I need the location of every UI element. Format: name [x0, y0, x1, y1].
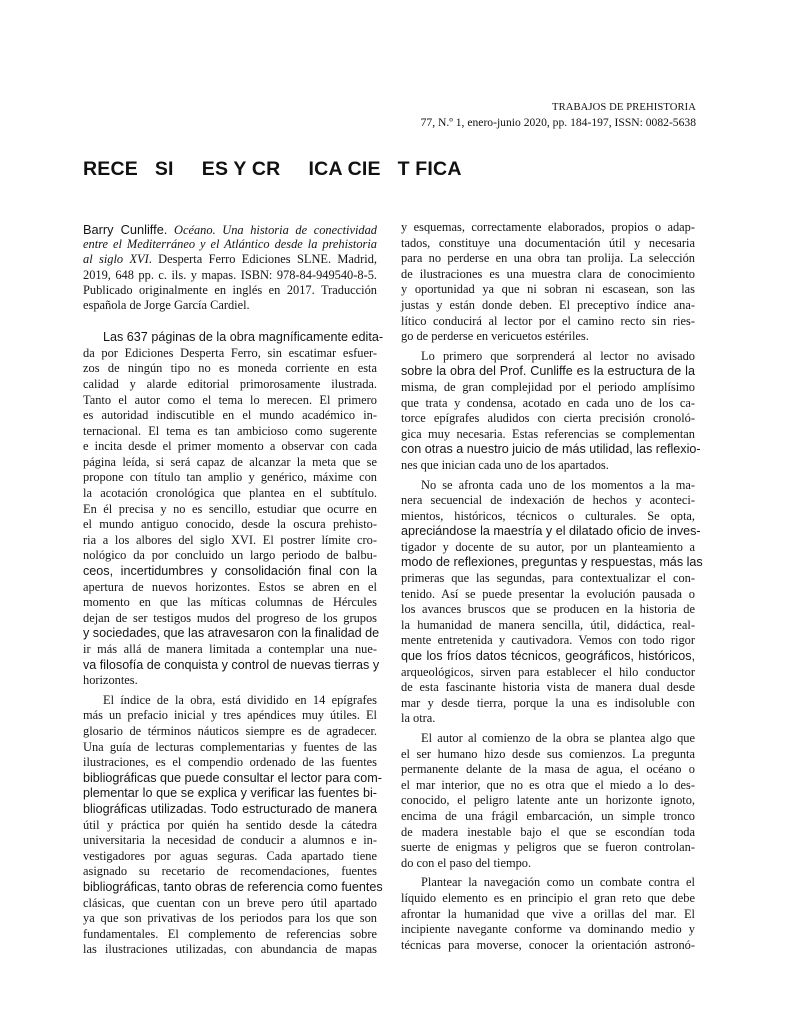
- text-line: es autoridad indiscutible en el mundo académico in-: [83, 408, 377, 423]
- text-line: momento en que las míticas columnas de Hércules: [83, 595, 377, 610]
- text-line: En él precisa y no es sencillo, estudiar que ocurre en: [83, 501, 377, 516]
- text-line: página leída, si será capaz de alcanzar la meta que se: [83, 454, 377, 469]
- reference-title: Océano. Una historia de conectividad: [174, 223, 377, 237]
- paragraph: [83, 330, 384, 689]
- text-line: el mar interior, que no es otra que el miedo a lo des-: [401, 777, 695, 792]
- text-line: suerte de enigmas y peligros que se fueron controlan-: [401, 840, 695, 855]
- text-line: misma, de gran complejidad por el periodo amplísimo: [401, 379, 695, 394]
- text-line: apertura de nuevos horizontes. Estos se abren en el: [83, 579, 377, 594]
- text-line: torce epígrafes aludidos con cierta precisión cronoló-: [401, 411, 695, 426]
- text-line: go de perderse en vericuetos estériles.: [401, 329, 589, 344]
- text-line: el ser humano hizo desde sus comienzos. La pregunta: [401, 746, 695, 761]
- text-line: técnicas para moverse, conocer la orientación astronó-: [401, 937, 695, 952]
- left-body-text: [83, 330, 384, 958]
- text-line: El índice de la obra, está dividido en 14 epígrafes: [103, 692, 377, 707]
- text-line: de madera inestable bajo el que se escondían toda: [401, 824, 695, 839]
- text-line: útil y práctica por quién ha sentido desde la cátedra: [83, 817, 377, 832]
- text-line: la humanidad de manera sencilla, útil, didáctica, real-: [401, 617, 695, 632]
- reference-author: Barry Cunliffe.: [83, 222, 168, 237]
- text-line: mientos, históricos, técnicos o culturales. Se opta,: [401, 508, 695, 523]
- text-line: plementar lo que se explica y verificar las fuentes bi-: [83, 786, 377, 801]
- text-line: ceos, incertidumbres y consolidación final con la: [83, 564, 377, 579]
- paragraph: [401, 348, 701, 474]
- section-title: RECE SI ES Y CR ICA CIE T FICA: [83, 158, 462, 180]
- text-line: calidad y alarde editorial primorosamente ilustrada.: [83, 376, 377, 391]
- text-line: nera secuencial de indexación de hechos y aconteci-: [401, 493, 695, 508]
- paragraph: [401, 477, 703, 728]
- right-body-text: [401, 220, 703, 953]
- text-line: y sociedades, que las atravesaron con la finalidad de: [83, 626, 380, 641]
- journal-name: TRABAJOS DE PREHISTORIA: [552, 102, 696, 113]
- text-line: de esta fascinante historia vista de manera dual desde: [401, 680, 695, 695]
- text-line: más un prefacio inicial y tres apéndices muy útiles. El: [83, 708, 377, 723]
- reference-line: [83, 222, 377, 237]
- text-line: No se afronta cada uno de los momentos a la ma-: [421, 477, 695, 492]
- text-line: que trata y condensa, acotado en cada uno de los ca-: [401, 395, 695, 410]
- reference-line: española de Jorge García Cardiel.: [83, 297, 250, 312]
- text-line: de ilustraciones es una muestra clara de conocimiento: [401, 266, 695, 281]
- text-line: tigador y docente de su autor, por un planteamiento a: [401, 539, 695, 554]
- text-line: horizontes.: [83, 673, 138, 688]
- reference-line: al siglo XVI. Desperta Ferro Ediciones SLNE. Madrid,: [83, 252, 377, 267]
- text-line: incipiente navegante conforme va dominando medio y: [401, 922, 695, 937]
- text-line: asignado su recetario de recomendaciones, fuentes: [83, 864, 377, 879]
- text-line: ternacional. El tema es tan ambicioso como sugerente: [83, 423, 377, 438]
- text-line: apreciándose la maestría y el dilatado oficio de inves-: [401, 524, 701, 539]
- text-line: fundamentales. El complemento de referencias sobre: [83, 926, 377, 941]
- text-line: bibliográficas, tanto obras de referencia como fuentes: [83, 879, 383, 894]
- text-line: vestigadores por aguas seguras. Cada apartado tiene: [83, 848, 377, 863]
- book-reference: [83, 222, 377, 313]
- text-line: conocido, el peligro latente ante un horizonte ignoto,: [401, 793, 695, 808]
- text-line: afrontar la humanidad que vive a orillas del mar. El: [401, 906, 695, 921]
- paragraph: [401, 731, 695, 871]
- paragraph: [401, 220, 695, 345]
- text-line: bibliográficas que puede consultar el lector para com-: [83, 770, 382, 785]
- running-header: [421, 101, 696, 130]
- text-line: nológico da por concluido un largo periodo de balbu-: [83, 548, 377, 563]
- text-line: mar y desde tierra, porque la una es indisoluble con: [401, 695, 695, 710]
- text-line: dejan de ser testigos mudos del progreso de los grupos: [83, 610, 377, 625]
- text-line: Plantear la navegación como un combate contra el: [421, 875, 695, 890]
- text-line: que los fríos datos técnicos, geográficos, históricos,: [401, 649, 695, 664]
- text-line: encima de una frágil embarcación, un simple tronco: [401, 808, 695, 823]
- text-line: ria a los albores del siglo XVI. El postrer límite cro-: [83, 532, 377, 547]
- text-line: con otras a nuestro juicio de más utilidad, las reflexio-: [401, 442, 701, 457]
- text-line: primeras que las segundas, para contextualizar el con-: [401, 571, 695, 586]
- text-line: tados, constituye una documentación útil y necesaria: [401, 235, 695, 250]
- text-line: líquido elemento es en principio el gran reto que debe: [401, 890, 695, 905]
- text-line: permanente delante de la masa de agua, el océano o: [401, 762, 695, 777]
- text-line: bliográficas utilizadas. Todo estructurado de manera: [83, 801, 377, 816]
- text-line: va filosofía de conquista y control de nuevas tierras y: [83, 657, 380, 672]
- text-line: propone con título tan amplio y genérico, máxime con: [83, 470, 377, 485]
- text-line: Las 637 páginas de la obra magníficamente edita-: [103, 330, 384, 345]
- text-line: lítico conducirá al lector por el camino recto sin ries-: [401, 313, 695, 328]
- journal-citation: 77, N.º 1, enero-junio 2020, pp. 184-197, ISSN: 0082-5638: [420, 115, 696, 129]
- text-line: universitaria la necesidad de conducir a alumnos e in-: [83, 833, 377, 848]
- text-line: Tanto el autor como el tema lo merecen. El primero: [83, 392, 377, 407]
- left-column: [83, 222, 384, 958]
- text-line: Lo primero que sorprenderá al lector no avisado: [421, 348, 695, 363]
- text-line: mente entretenida y cautivadora. Vemos con todo rigor: [401, 633, 695, 648]
- text-line: glosario de términos náuticos siempre es de agradecer.: [83, 723, 377, 738]
- text-line: el mundo antiguo conocido, desde la oscura prehisto-: [83, 517, 377, 532]
- reference-line: Publicado originalmente en inglés en 2017. Traducción: [83, 282, 377, 297]
- reference-line: 2019, 648 pp. c. ils. y mapas. ISBN: 978-84-949540-8-5.: [83, 267, 377, 282]
- paragraph: [83, 692, 383, 958]
- reference-line: entre el Mediterráneo y el Atlántico desde la prehistoria: [83, 237, 377, 252]
- paragraph: [401, 875, 695, 953]
- text-line: ilustraciones, es el compendio ordenado de las fuentes: [83, 755, 377, 770]
- text-line: da por Ediciones Desperta Ferro, sin escatimar esfuer-: [83, 345, 377, 360]
- text-line: tenido. Así se puede presentar la evolución pausada o: [401, 586, 695, 601]
- text-line: sobre la obra del Prof. Cunliffe es la estructura de la: [401, 364, 695, 379]
- text-line: Una guía de lecturas complementarias y fuentes de las: [83, 739, 377, 754]
- text-line: la acotación cronológica que plantea en el subtítulo.: [83, 486, 377, 501]
- text-line: clásicas, que cuentan con un breve pero útil apartado: [83, 895, 377, 910]
- text-line: ir más allá de manera limitada a contemplar una nue-: [83, 642, 377, 656]
- text-line: modo de reflexiones, preguntas y respuestas, más las: [401, 555, 703, 570]
- text-line: y oportunidad ya que ni sobran ni escasean, son las: [401, 282, 695, 297]
- text-line: gica muy necesaria. Estas referencias se complementan: [401, 426, 695, 441]
- text-line: la otra.: [401, 711, 436, 726]
- text-line: zos de ningún tipo no es moneda corriente en esta: [83, 361, 377, 376]
- text-line: do con el paso del tiempo.: [401, 855, 532, 870]
- right-column: [401, 220, 703, 953]
- text-line: e incita desde el primer momento a observar con cada: [83, 439, 377, 454]
- text-line: justas y están donde deben. El preceptivo índice ana-: [401, 297, 695, 312]
- text-line: arqueológicos, sirven para establecer el hilo conductor: [401, 664, 695, 679]
- text-line: El autor al comienzo de la obra se plantea algo que: [421, 731, 695, 745]
- text-line: para no perderse en una obra tan prolija. La selección: [401, 251, 695, 266]
- text-line: nes que inician cada uno de los apartados.: [401, 457, 609, 472]
- text-line: ya que son privativas de los periodos para los que son: [83, 911, 377, 926]
- text-line: y esquemas, correctamente elaborados, propios o adap-: [401, 220, 695, 234]
- text-line: los avances bruscos que se producen en la historia de: [401, 602, 695, 617]
- text-line: las ilustraciones utilizadas, con abundancia de mapas: [83, 942, 377, 957]
